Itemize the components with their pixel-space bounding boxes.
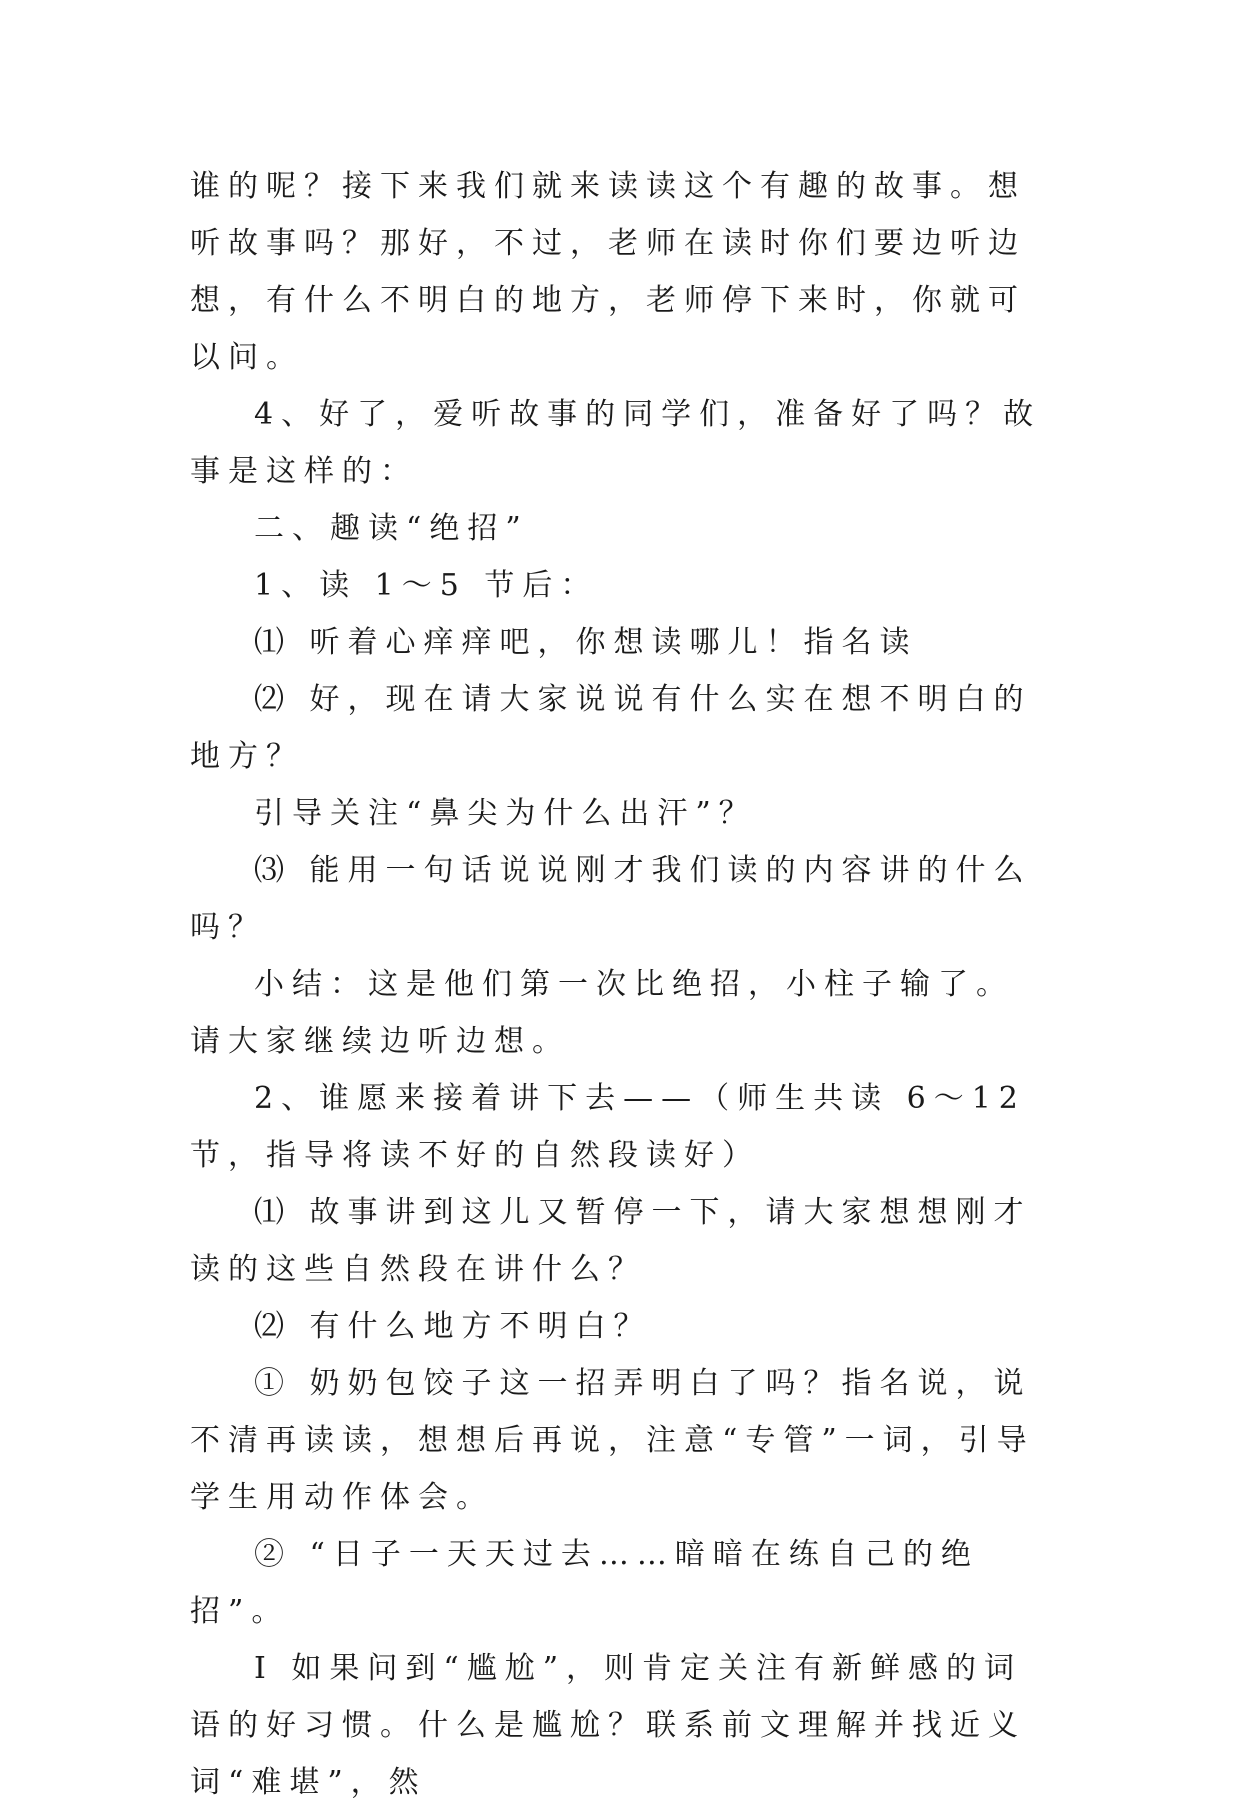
paragraph-step-4: 4、好了，爱听故事的同学们，准备好了吗？故事是这样的：	[190, 397, 1042, 489]
circled-item-1: ① 奶奶包饺子这一招弄明白了吗？指名说，说不清再读读，想想后再说，注意“专管”一词，引导学生用动作体会。	[190, 1366, 1035, 1515]
paragraph-guide: 引导关注“鼻尖为什么出汗”？	[254, 796, 757, 831]
sub-list-item-2: ⑵ 有什么地方不明白？	[254, 1309, 652, 1344]
paragraph-summary: 小结：这是他们第一次比绝招，小柱子输了。请大家继续边听边想。	[190, 967, 1014, 1059]
paragraph-read-1-5: 1、读 1～5 节后：	[254, 568, 599, 603]
list-item-2: ⑵ 好，现在请大家说说有什么实在想不明白的地方？	[190, 682, 1032, 774]
list-item-1: ⑴ 听着心痒痒吧，你想读哪儿！指名读	[254, 625, 918, 660]
section-heading: 二、趣读“绝招”	[254, 511, 529, 546]
paragraph-intro: 谁的呢？接下来我们就来读读这个有趣的故事。想听故事吗？那好，不过，老师在读时你们要边听边想，有什么不明白的地方，老师停下来时，你就可以问。	[190, 169, 1026, 375]
sub-list-item-1: ⑴ 故事讲到这儿又暂停一下，请大家想想刚才读的这些自然段在讲什么？	[190, 1195, 1032, 1287]
roman-item-1: Ⅰ 如果问到“尴尬”，则肯定关注有新鲜感的词语的好习惯。什么是尴尬？联系前文理解并找近义词“难堪”，然	[190, 1651, 1026, 1800]
document-body	[190, 158, 1050, 1811]
paragraph-step-2: 2、谁愿来接着讲下去——（师生共读 6～12 节，指导将读不好的自然段读好）	[190, 1081, 1026, 1173]
list-item-3: ⑶ 能用一句话说说刚才我们读的内容讲的什么吗？	[190, 853, 1032, 945]
circled-item-2: ② “日子一天天过去……暗暗在练自己的绝招”。	[190, 1537, 979, 1629]
